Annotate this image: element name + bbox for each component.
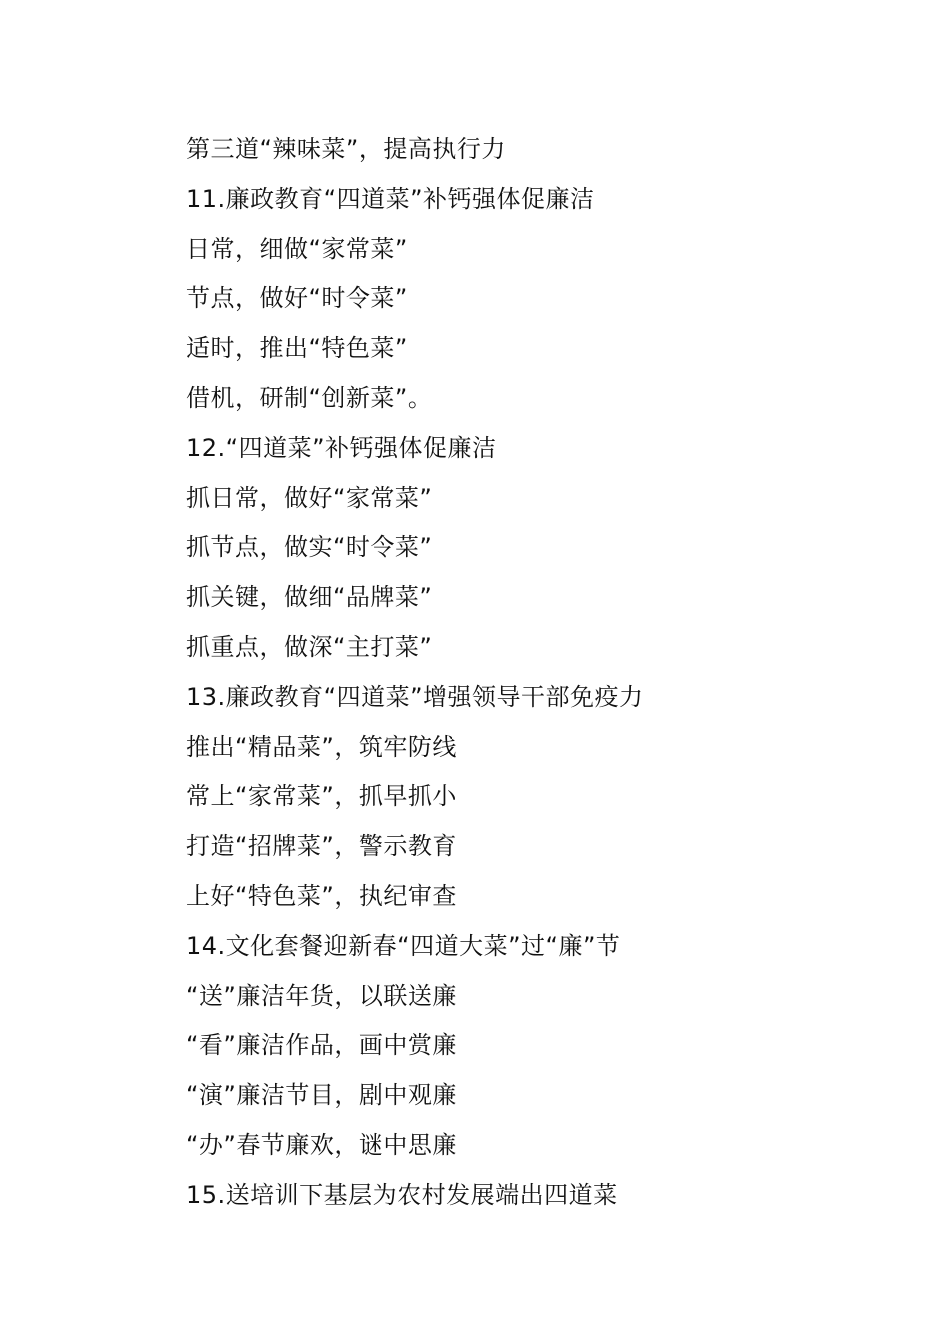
- text-line: 日常，细做“家常菜”: [186, 234, 408, 263]
- section-heading: 11.廉政教育“四道菜”补钙强体促廉洁: [186, 184, 595, 213]
- text-line: 第三道“辣味菜”，提高执行力: [186, 135, 506, 163]
- text-line: 适时，推出“特色菜”: [186, 334, 408, 363]
- text-line: “送”廉洁年货，以联送廉: [186, 981, 457, 1010]
- text-line: 推出“精品菜”，筑牢防线: [186, 732, 457, 761]
- text-line: 抓重点，做深“主打菜”: [186, 632, 433, 661]
- text-line: “看”廉洁作品，画中赏廉: [186, 1031, 457, 1060]
- text-line: 抓节点，做实“时令菜”: [186, 533, 433, 562]
- section-heading: 14.文化套餐迎新春“四道大菜”过“廉”节: [186, 931, 621, 960]
- text-line: 常上“家常菜”，抓早抓小: [186, 782, 457, 811]
- text-line: 上好“特色菜”，执纪审查: [186, 881, 457, 910]
- text-line: 抓日常，做好“家常菜”: [186, 483, 433, 512]
- document-body: [186, 128, 886, 1224]
- section-heading: 15.送培训下基层为农村发展端出四道菜: [186, 1180, 618, 1209]
- text-line: 节点，做好“时令菜”: [186, 284, 408, 313]
- section-heading: 12.“四道菜”补钙强体促廉洁: [186, 433, 497, 462]
- text-line: 打造“招牌菜”，警示教育: [186, 832, 457, 861]
- section-heading: 13.廉政教育“四道菜”增强领导干部免疫力: [186, 682, 644, 711]
- text-line: “演”廉洁节目，剧中观廉: [186, 1081, 457, 1110]
- text-line: 抓关键，做细“品牌菜”: [186, 583, 433, 612]
- text-line: 借机，研制“创新菜”。: [186, 383, 433, 412]
- text-line: “办”春节廉欢，谜中思廉: [186, 1130, 457, 1159]
